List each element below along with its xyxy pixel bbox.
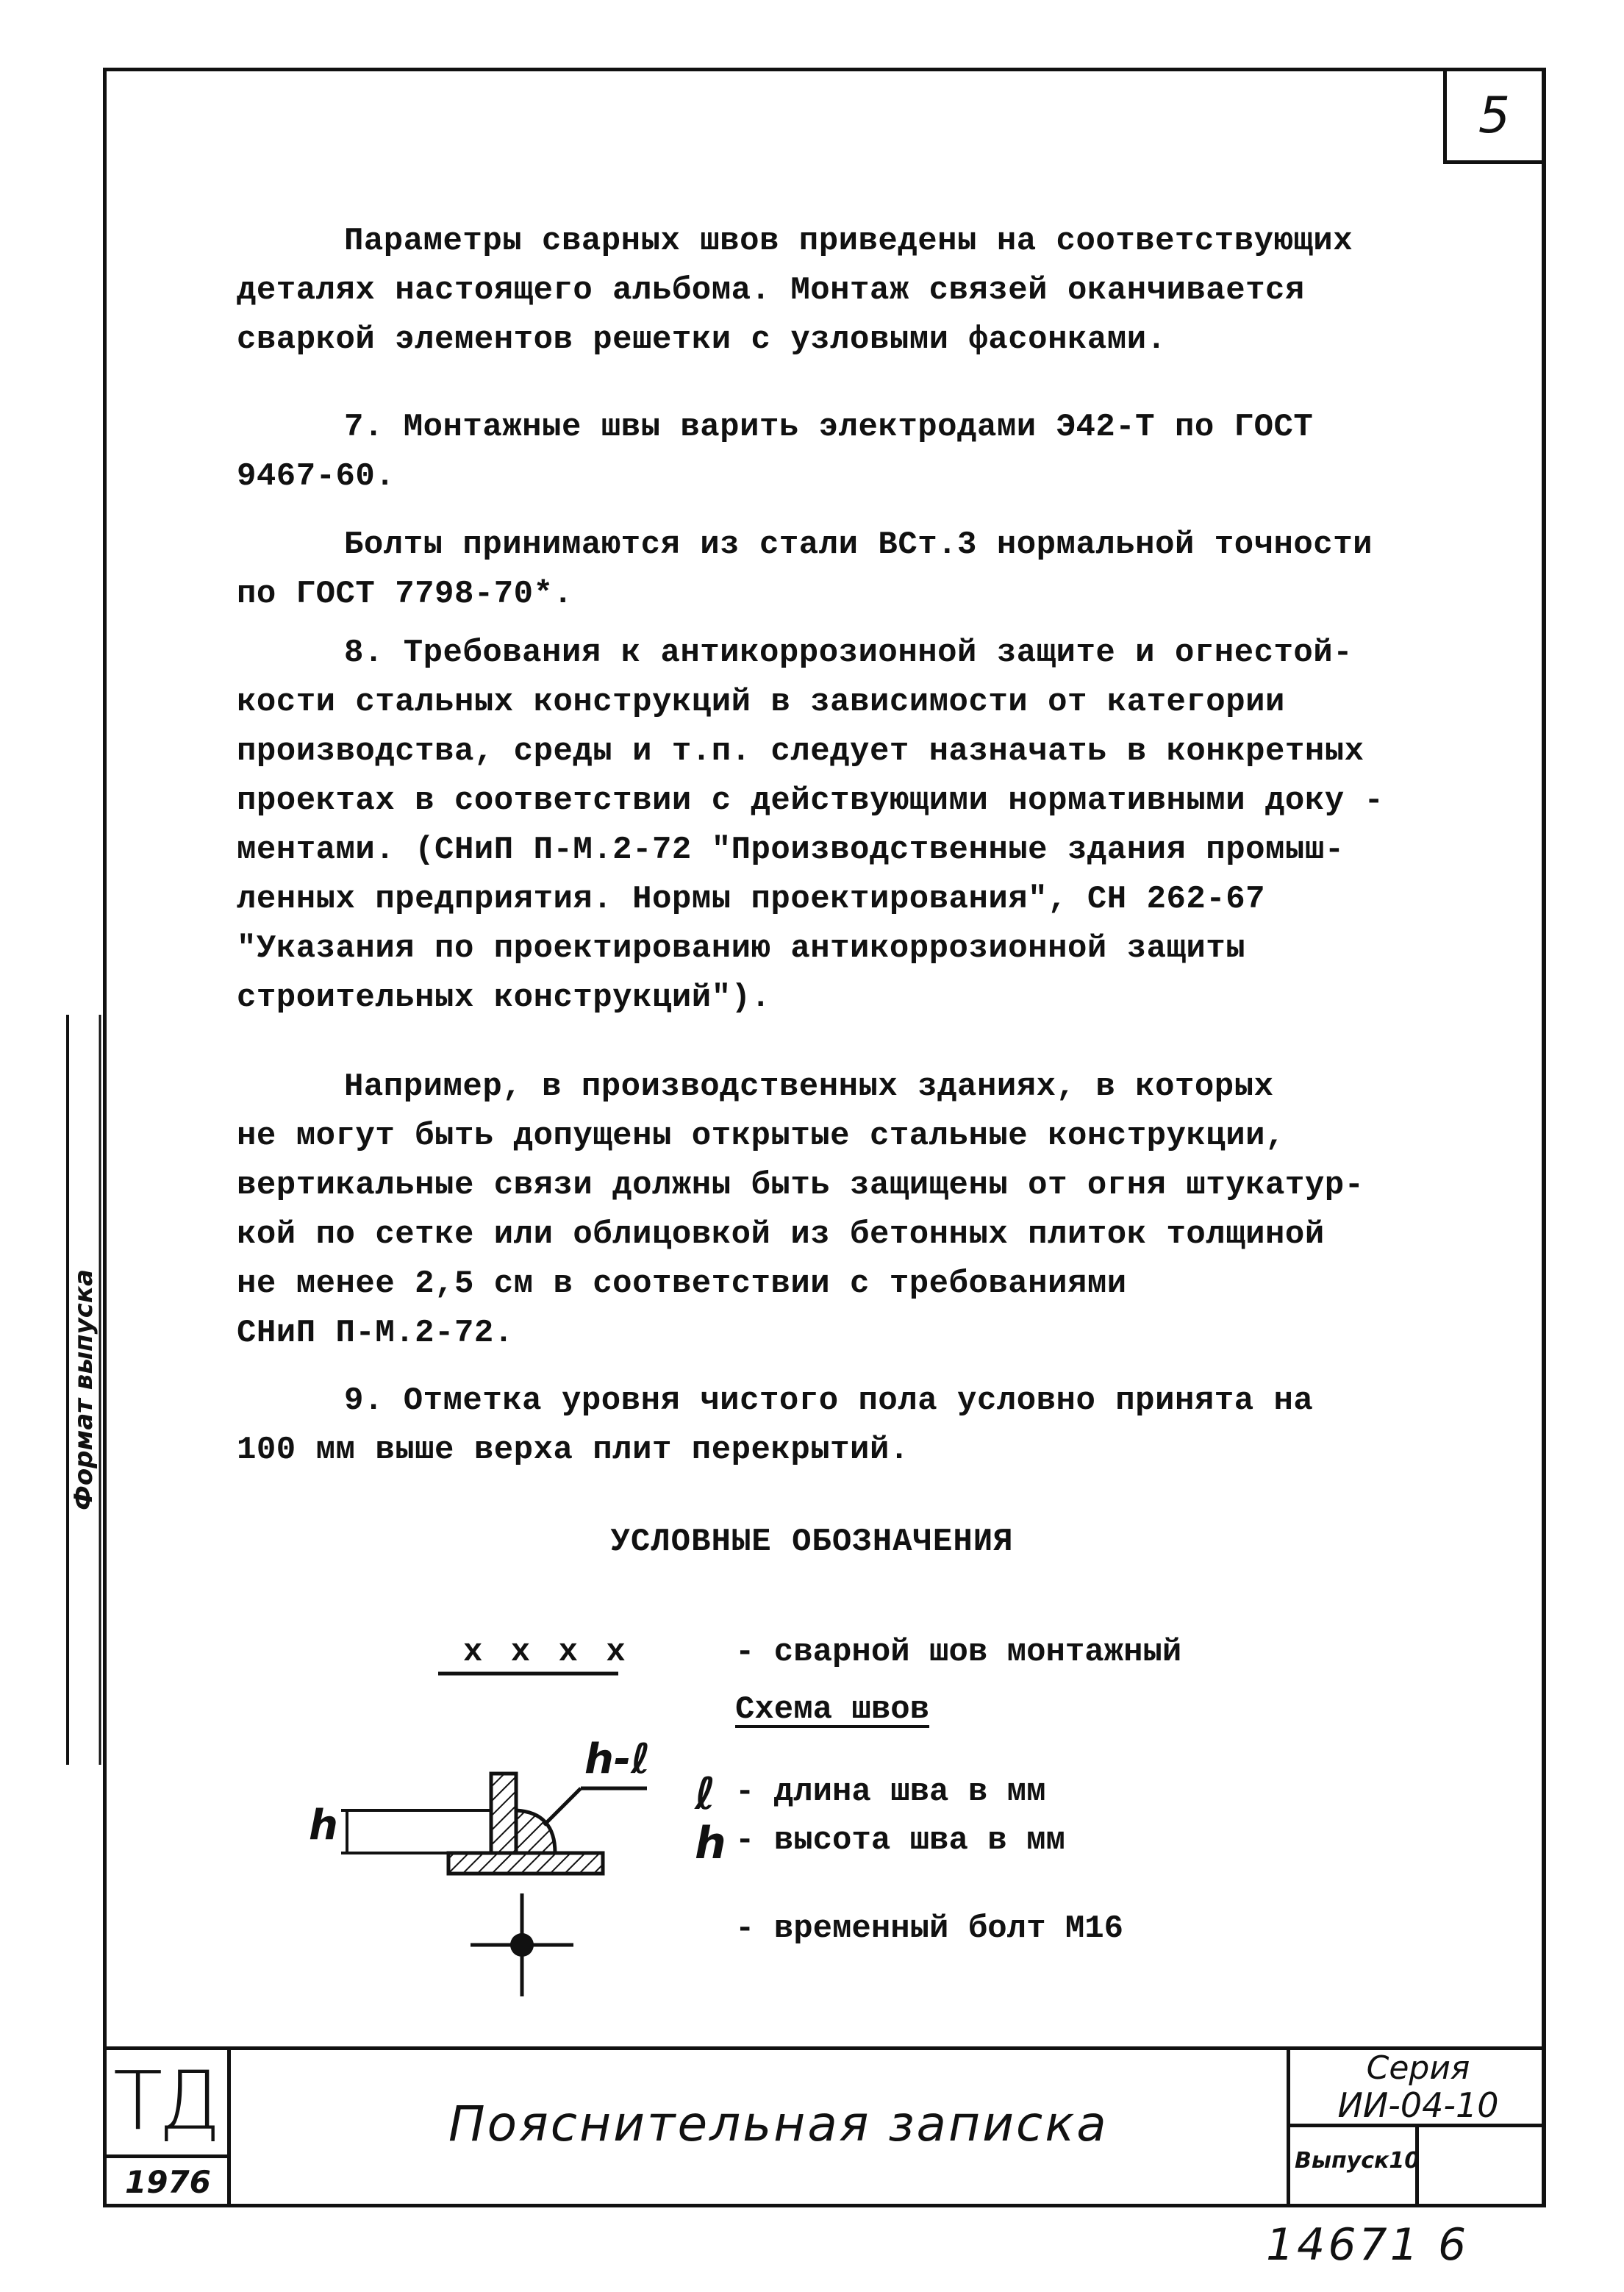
year: 1976 bbox=[103, 2154, 227, 2207]
text-line: Болты принимаются из стали ВСт.3 нормальной точности bbox=[344, 526, 1373, 563]
text-line: 9. Отметка уровня чистого пола условно принята на bbox=[344, 1382, 1314, 1419]
text-line: 9467-60. bbox=[237, 458, 396, 495]
text-line: строительных конструкций"). bbox=[237, 979, 771, 1016]
h-symbol: h bbox=[695, 1818, 726, 1869]
paragraph-example bbox=[237, 1063, 1472, 1358]
title-block bbox=[103, 2046, 1546, 2207]
td-logo: ТД bbox=[113, 2054, 217, 2148]
text-line: Например, в производственных зданиях, в которых bbox=[344, 1068, 1274, 1105]
text-line: вертикальные связи должны быть защищены от огня штукатур- bbox=[237, 1167, 1364, 1204]
td-logo-cell bbox=[103, 2050, 231, 2207]
series-code: ИИ-04-10 bbox=[1337, 2085, 1499, 2125]
side-stamp bbox=[62, 1015, 106, 1765]
text-line: Параметры сварных швов приведены на соответствующих bbox=[344, 223, 1353, 260]
text-line: кости стальных конструкций в зависимости от категории bbox=[237, 684, 1285, 721]
weld-symbol: x x x x bbox=[463, 1634, 630, 1671]
side-stamp-text: Формат выпуска bbox=[69, 1269, 99, 1510]
l-description: - длина шва в мм bbox=[735, 1774, 1046, 1810]
bottom-number: 14671 6 bbox=[1266, 2219, 1470, 2271]
text-line: по ГОСТ 7798-70*. bbox=[237, 576, 573, 613]
scheme-hl-label: h-ℓ bbox=[584, 1735, 651, 1783]
paragraph-bolts bbox=[237, 521, 1472, 619]
text-line: кой по сетке или облицовкой из бетонных плиток толщиной bbox=[237, 1216, 1325, 1253]
text-line: производства, среды и т.п. следует назначать в конкретных bbox=[237, 733, 1364, 770]
series-cell bbox=[1287, 2046, 1546, 2207]
text-line: "Указания по проектированию антикоррозионной защиты bbox=[237, 930, 1246, 967]
text-line: не могут быть допущены открытые стальные конструкции, bbox=[237, 1118, 1285, 1154]
paragraph-9 bbox=[237, 1377, 1472, 1475]
document-title: Пояснительная записка bbox=[448, 2096, 1109, 2152]
temporary-bolt-icon bbox=[463, 1886, 581, 2004]
text-line: сваркой элементов решетки с узловыми фасонками. bbox=[237, 321, 1167, 358]
scheme-title: Схема швов bbox=[735, 1691, 930, 1728]
legend-title: УСЛОВНЫЕ ОБОЗНАЧЕНИЯ bbox=[610, 1524, 1014, 1560]
text-line: ленных предприятия. Нормы проектирования", СН 262-67 bbox=[237, 881, 1266, 918]
paragraph-7 bbox=[237, 403, 1472, 501]
weld-symbol-underline-icon bbox=[438, 1671, 622, 1678]
text-line: 8. Требования к антикоррозионной защите и огнестой- bbox=[344, 635, 1353, 671]
text-line: 100 мм выше верха плит перекрытий. bbox=[237, 1432, 909, 1468]
text-line: СНиП П-М.2-72. bbox=[237, 1315, 514, 1352]
issue-cell: Выпуск10 bbox=[1290, 2127, 1419, 2204]
paragraph-8 bbox=[237, 629, 1472, 1023]
page-number: 5 bbox=[1443, 71, 1542, 164]
bolt-description: - временный болт М16 bbox=[735, 1910, 1124, 1947]
l-symbol: ℓ bbox=[695, 1768, 716, 1820]
paragraph-welds bbox=[237, 217, 1472, 365]
text-line: 7. Монтажные швы варить электродами Э42-Т по ГОСТ bbox=[344, 409, 1314, 446]
h-description: - высота шва в мм bbox=[735, 1822, 1065, 1859]
text-line: не менее 2,5 см в соответствии с требованиями bbox=[237, 1265, 1127, 1302]
text-line: проектах в соответствии с действующими нормативными доку - bbox=[237, 782, 1384, 819]
text-line: деталях настоящего альбома. Монтаж связей оканчивается bbox=[237, 272, 1305, 309]
series-header bbox=[1290, 2046, 1546, 2127]
weld-description: - сварной шов монтажный bbox=[735, 1634, 1182, 1671]
text-line: ментами. (СНиП П-М.2-72 "Производственные здания промыш- bbox=[237, 832, 1345, 868]
scheme-h-label: h bbox=[309, 1802, 338, 1849]
series-label: Серия bbox=[1366, 2049, 1470, 2087]
